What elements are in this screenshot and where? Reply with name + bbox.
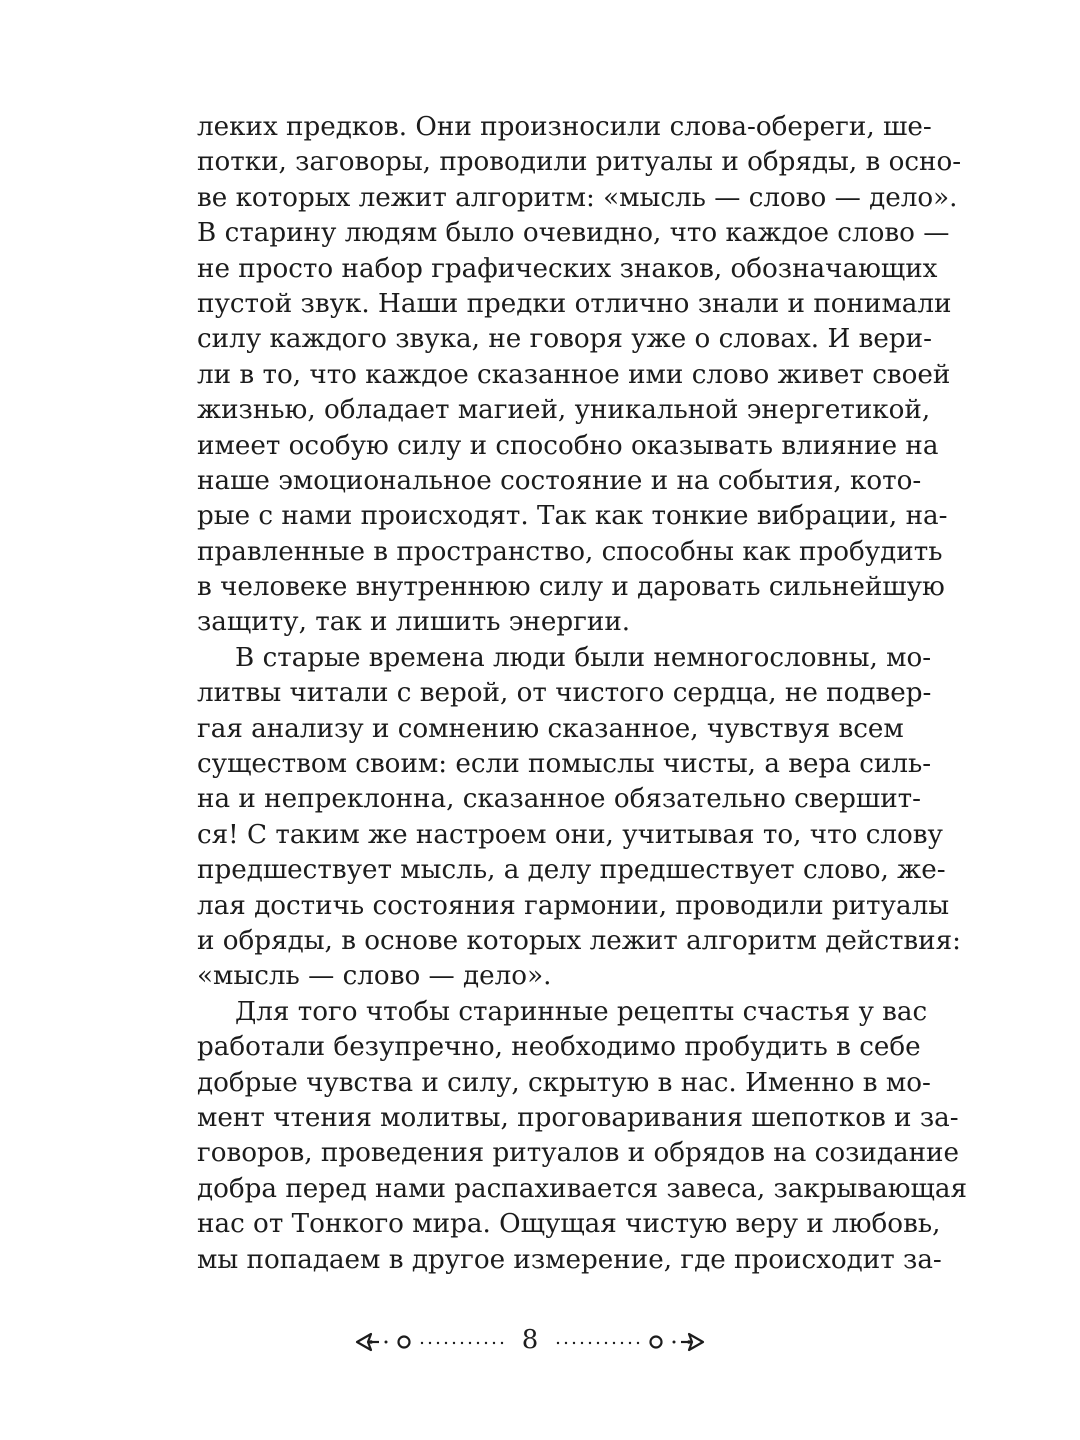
text-line: леких предков. Они произносили слова-обереги, ше-: [197, 112, 932, 142]
text-line: Для того чтобы старинные рецепты счастья у вас: [235, 996, 928, 1027]
text-line: и обряды, в основе которых лежит алгоритм действия:: [197, 925, 961, 956]
text-line: потки, заговоры, проводили ритуалы и обряды, в осно-: [197, 147, 962, 178]
text-line: наше эмоциональное состояние и на события, кото-: [197, 465, 922, 496]
text-line: литвы читали с верой, от чистого сердца, не подвер-: [197, 678, 932, 709]
page-footer: [355, 1322, 705, 1362]
text-line: говоров, проведения ритуалов и обрядов на созидание: [197, 1138, 959, 1169]
body-text: [197, 110, 967, 1278]
text-line: добра перед нами распахивается завеса, закрывающая: [197, 1173, 967, 1204]
text-line: лая достичь состояния гармонии, проводили ритуалы: [197, 890, 950, 921]
text-line: ся! С таким же настроем они, учитывая то, что слову: [197, 819, 943, 850]
text-line: пустой звук. Наши предки отлично знали и понимали: [197, 288, 952, 319]
text-line: В старину людям было очевидно, что каждое слово —: [197, 218, 950, 249]
text-line: жизнью, обладает магией, уникальной энергетикой,: [197, 395, 931, 426]
text-line: не просто набор графических знаков, обозначающих: [197, 253, 938, 284]
text-line: имеет особую силу и способно оказывать влияние на: [197, 430, 939, 461]
text-line: мент чтения молитвы, проговаривания шепотков и за-: [197, 1102, 959, 1133]
text-line: ли в то, что каждое сказанное ими слово живет своей: [197, 359, 951, 390]
text-line: гая анализу и сомнению сказанное, чувствуя всем: [197, 713, 904, 744]
text-line: ве которых лежит алгоритм: «мысль — слово — дело».: [197, 182, 958, 213]
text-line: работали безупречно, необходимо пробудить в себе: [197, 1032, 921, 1063]
text-line: добрые чувства и силу, скрытую в нас. Именно в мо-: [197, 1067, 931, 1098]
text-line: мы попадаем в другое измерение, где происходит за-: [197, 1244, 942, 1275]
text-line: нас от Тонкого мира. Ощущая чистую веру и любовь,: [197, 1209, 941, 1240]
text-line: на и непреклонна, сказанное обязательно свершит-: [197, 784, 921, 815]
text-line: В старые времена люди были немногословны, мо-: [235, 642, 932, 673]
text-line: рые с нами происходят. Так как тонкие вибрации, на-: [197, 501, 948, 532]
text-line: силу каждого звука, не говоря уже о словах. И вери-: [197, 324, 932, 355]
text-line: существом своим: если помыслы чисты, а вера силь-: [197, 749, 932, 780]
text-line: защиту, так и лишить энергии.: [197, 607, 631, 638]
text-line: предшествует мысль, а делу предшествует слово, же-: [197, 855, 946, 886]
page-number: 8: [521, 1325, 539, 1355]
text-line: в человеке внутреннюю силу и даровать сильнейшую: [197, 572, 945, 603]
text-line: правленные в пространство, способны как пробудить: [197, 536, 943, 567]
text-line: «мысль — слово — дело».: [197, 961, 552, 992]
